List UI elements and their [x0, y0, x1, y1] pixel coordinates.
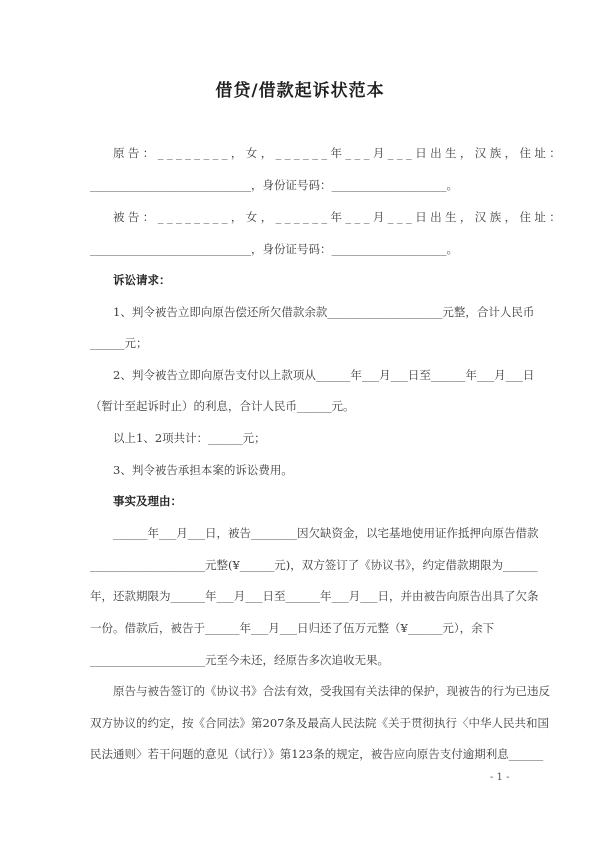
claims-total: 以上1、2项共计：______元；: [113, 431, 266, 445]
plaintiff-line-1: 原告：________，女，______年___月___日出生，汉族，住址：: [113, 146, 565, 160]
claim-2-continued: （暂计至起诉时止）的利息，合计人民币______元。: [90, 399, 355, 413]
facts-line: 一份。借款后，被告于______年___月___日归还了伍万元整（¥______元），余下: [90, 621, 495, 635]
document-title: 借贷/借款起诉状范本: [215, 81, 385, 101]
facts-line: 双方协议的约定，按《合同法》第207条及最高人民法院《关于贯彻执行〈中华人民共和国: [90, 716, 549, 730]
facts-line: 年，还款期限为______年___月___日至______年___月___日，并由被告向原告出具了欠条: [90, 589, 539, 603]
facts-line: ____________________元整(¥______元)，双方签订了《协议书》，约定借款期限为______: [90, 558, 538, 572]
claim-1: 1、判令被告立即向原告偿还所欠借款余款____________________元整，合计人民币: [113, 305, 535, 319]
claim-2: 2、判令被告立即向原告支付以上款项从______年___月___日至______年___月___日: [113, 368, 535, 382]
plaintiff-line-2: ____________________________，身份证号码：____________________。: [90, 178, 458, 192]
claims-heading: 诉讼请求：: [113, 273, 171, 287]
facts-line: ____________________元至今未还，经原告多次追收无果。: [90, 653, 389, 667]
claim-1-continued: ______元；: [90, 336, 148, 350]
claim-3: 3、判令被告承担本案的诉讼费用。: [113, 463, 293, 477]
facts-line: ______年___月___日，被告________因欠缺资金，以宅基地使用证作抵押向原告借款: [113, 526, 539, 540]
defendant-line-1: 被告：________，女，______年___月___日出生，汉族，住址：: [113, 210, 565, 224]
page-number: - 1 -: [490, 772, 510, 783]
facts-heading: 事实及理由：: [113, 494, 182, 508]
facts-line: 原告与被告签订的《协议书》合法有效，受我国有关法律的保护，现被告的行为已违反: [113, 684, 550, 698]
defendant-line-2: ____________________________，身份证号码：____________________。: [90, 242, 458, 256]
facts-line: 民法通则〉若干问题的意见（试行）》第123条的规定，被告应向原告支付逾期利息______: [90, 747, 544, 761]
